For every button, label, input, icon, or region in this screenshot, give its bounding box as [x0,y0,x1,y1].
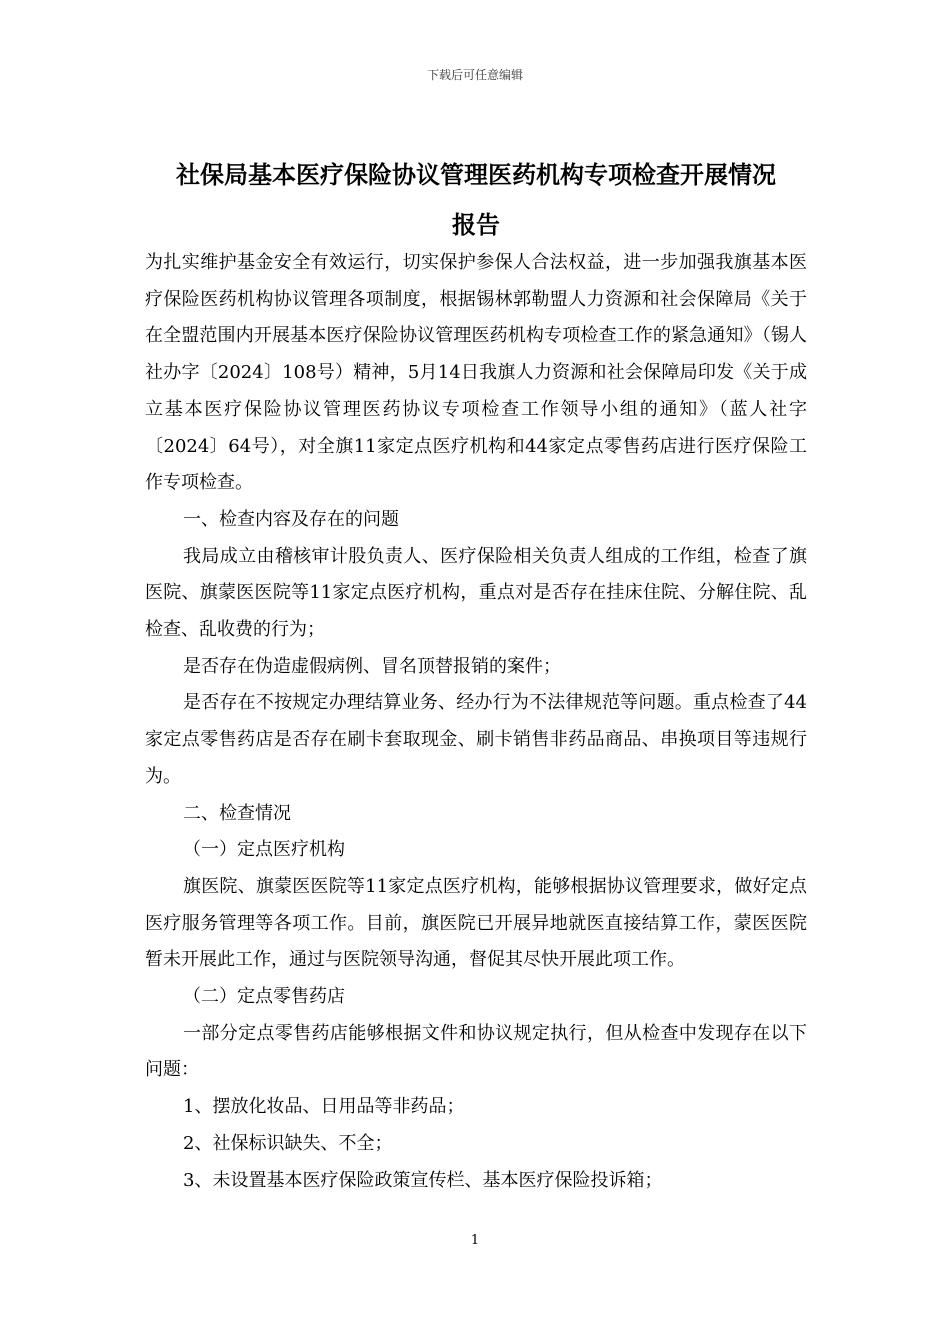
header-note: 下载后可任意编辑 [426,68,523,82]
list-item: 2、社保标识缺失、不全； [183,1132,393,1154]
paragraph: 是否存在伪造虚假病例、冒名顶替报销的案件； [183,655,561,677]
paragraph: 一部分定点零售药店能够根据文件和协议规定执行，但从检查中发现存在以下问题： [145,1022,807,1081]
subsection-heading-2: （二）定点零售药店 [183,986,345,1008]
document-title-line-1: 社保局基本医疗保险协议管理医药机构专项检查开展情况 [176,161,776,189]
section-heading-2: 二、检查情况 [183,802,291,824]
intro-paragraph: 为扎实维护基金安全有效运行，切实保护参保人合法权益，进一步加强我旗基本医疗保险医药机构协议管理各项制度，根据锡林郭勒盟人力资源和社会保障局《关于在全盟范围内开展基本医疗保险协议管理医药机构专项检查工作的紧急通知》（锡人社办字〔2024〕108号）精神，5月14日我旗人力资源和社会保障局印发《关于成立基本医疗保险协议管理医药协议专项检查工作领导小组的通知》（蓝人社字〔2024〕64号），对全旗11家定点医疗机构和44家定点零售药店进行医疗保险工作专项检查。 [145,252,807,494]
list-item: 3、未设置基本医疗保险政策宣传栏、基本医疗保险投诉箱； [183,1169,663,1191]
paragraph: 旗医院、旗蒙医医院等11家定点医疗机构，能够根据协议管理要求，做好定点医疗服务管理等各项工作。目前，旗医院已开展异地就医直接结算工作，蒙医医院暂未开展此工作，通过与医院领导沟通，督促其尽快开展此项工作。 [145,875,807,971]
subsection-heading-1: （一）定点医疗机构 [183,839,345,861]
paragraph: 是否存在不按规定办理结算业务、经办行为不法律规范等问题。重点检查了44家定点零售药店是否存在刷卡套取现金、刷卡销售非药品商品、串换项目等违规行为。 [145,692,807,787]
paragraph: 我局成立由稽核审计股负责人、医疗保险相关负责人组成的工作组，检查了旗医院、旗蒙医医院等11家定点医疗机构，重点对是否存在挂床住院、分解住院、乱检查、乱收费的行为； [145,545,807,641]
list-item: 1、摆放化妆品、日用品等非药品； [183,1096,465,1118]
page-number: 1 [470,1233,480,1248]
document-title-line-2: 报告 [452,211,500,239]
section-heading-1: 一、检查内容及存在的问题 [183,508,399,530]
document-body [145,245,807,1199]
